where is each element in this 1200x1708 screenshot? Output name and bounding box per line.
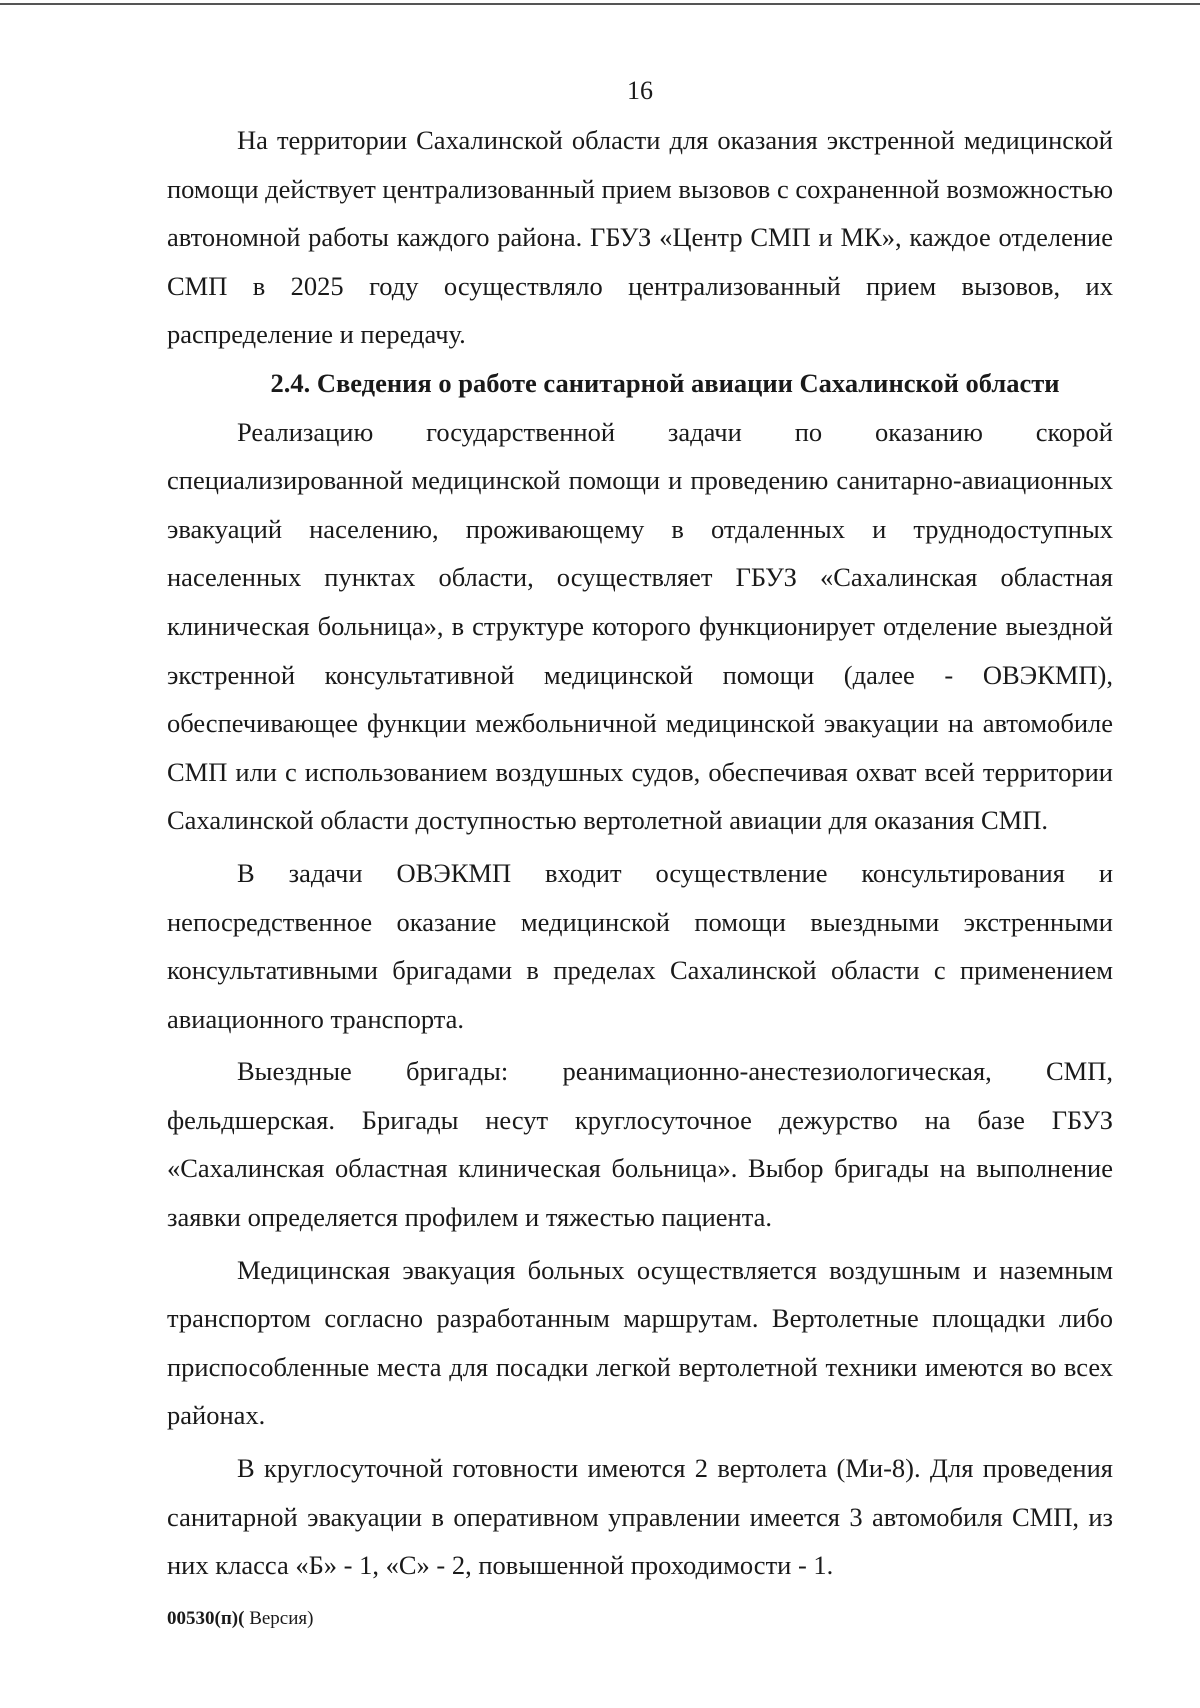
paragraph-brigades: Выездные бригады: реанимационно-анестезиологическая, СМП, фельдшерская. Бригады несут круглосуточное дежурство на базе ГБУЗ «Сахалинская областная клиническая больница». Выбор бригады на выполнение заявки определяется профилем и тяжестью пациента. <box>167 1056 1113 1233</box>
footer-code-text: 00530(п)( <box>167 1608 245 1629</box>
footer-version-text: Версия) <box>244 1608 314 1629</box>
paragraph-ovekmp-tasks: В задачи ОВЭКМП входит осуществление консультирования и непосредственное оказание медицинской помощи выездными экстренными консультативными бригадами в пределах Сахалинской области с применением авиационного транспорта. <box>167 857 1113 1034</box>
paragraph-helicopters: В круглосуточной готовности имеются 2 вертолета (Ми-8). Для проведения санитарной эвакуации в оперативном управлении имеется 3 автомобиля СМП, из них класса «Б» - 1, «С» - 2, повышенной проходимости - 1. <box>167 1453 1113 1581</box>
paragraph-air-ambulance: Реализацию государственной задачи по оказанию скорой специализированной медицинской помощи и проведению санитарно-авиационных эвакуаций населению, проживающему в отдаленных и труднодоступных населенных пунктах области, осуществляет ГБУЗ «Сахалинская областная клиническая больница», в структуре которого функционирует отделение выездной экстренной консультативной медицинской помощи (далее - ОВЭКМП), обеспечивающее функции межбольничной медицинской эвакуации на автомобиле СМП или с использованием воздушных судов, обеспечивая охват всей территории Сахалинской области доступностью вертолетной авиации для оказания СМП. <box>167 416 1113 836</box>
intro-paragraph: На территории Сахалинской области для оказания экстренной медицинской помощи действует централизованный прием вызовов с сохраненной возможностью автономной работы каждого района. ГБУЗ «Центр СМП и МК», каждое отделение СМП в 2025 году осуществляло централизованный прием вызовов, их распределение и передачу. <box>167 125 1113 350</box>
page-top-edge <box>0 3 1200 5</box>
paragraph-evacuation: Медицинская эвакуация больных осуществляется воздушным и наземным транспортом согласно разработанным маршрутам. Вертолетные площадки либо приспособленные места для посадки легкой вертолетной техники имеются во всех районах. <box>167 1254 1113 1431</box>
document-body <box>167 116 1113 1590</box>
page-number: 16 <box>627 76 653 105</box>
footer-document-code <box>167 1608 313 1630</box>
section-heading: 2.4. Сведения о работе санитарной авиации Сахалинской области <box>270 367 1060 398</box>
